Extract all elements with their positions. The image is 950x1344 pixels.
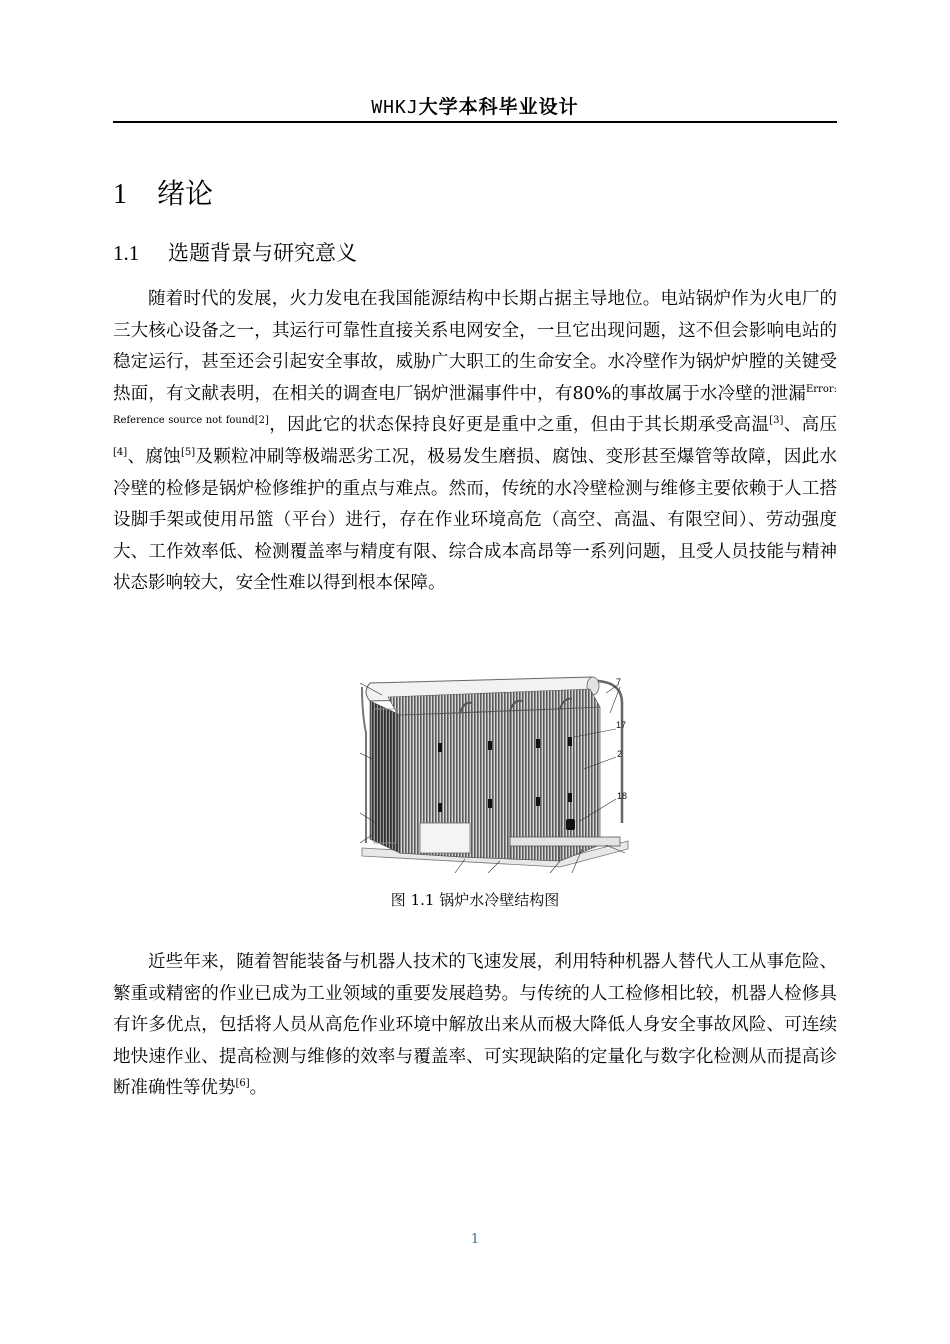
p1-text-2: ，因此它的状态保持良好更是重中之重，但由于其长期承受高温 <box>268 415 770 436</box>
page-header <box>113 92 837 119</box>
p2-text-1: 近些年来，随着智能装备与机器人技术的飞速发展，利用特种机器人替代人工从事危险、繁重或精密的作业已成为工业领域的重要发展趋势。与传统的人工检修相比较，机器人检修具有许多优点，包括将人员从高危作业环境中解放出来从而极大降低人身安全事故风险、可连续地快速作业、提高检测与维修的效率与覆盖率、可实现缺陷的定量化与数字化检测从而提高诊断准确性等优势 <box>113 952 837 1099</box>
body-paragraph-2 <box>113 947 837 1105</box>
header-school-en: WHKJ <box>371 97 419 118</box>
citation-5[interactable]: [5] <box>181 447 196 459</box>
citation-4[interactable]: [4] <box>113 447 128 459</box>
figure-caption: 图 1.1 锅炉水冷壁结构图 <box>390 891 560 909</box>
page-number: 1 <box>470 1232 480 1247</box>
callout-18: 18 <box>617 791 628 801</box>
p1-text-3: 、高压 <box>783 415 838 436</box>
header-rule <box>113 121 837 123</box>
reference-error: Error: Reference source not found <box>113 383 837 427</box>
boiler-waterwall-figure <box>360 673 630 873</box>
chapter-title: 绪论 <box>157 177 214 210</box>
callout-7: 7 <box>616 677 622 687</box>
citation-3[interactable]: [3] <box>769 415 784 427</box>
section-heading <box>113 237 357 267</box>
body-paragraph-1 <box>113 284 837 600</box>
citation-2[interactable]: [2] <box>254 415 269 427</box>
p1-text-5: 及颗粒冲刷等极端恶劣工况，极易发生磨损、腐蚀、变形甚至爆管等故障，因此水冷壁的检修是锅炉检修维护的重点与难点。然而，传统的水冷壁检测与维修主要依赖于人工搭设脚手架或使用吊篮（平台）进行，存在作业环境高危（高空、高温、有限空间）、劳动强度大、工作效率低、检测覆盖率与精度有限、综合成本高昂等一系列问题，且受人员技能与精神状态影响较大，安全性难以得到根本保障。 <box>113 446 838 594</box>
callout-2: 2 <box>617 749 623 759</box>
header-school-cn: 大学本科毕业设计 <box>418 96 579 118</box>
section-number: 1.1 <box>113 241 140 265</box>
callout-17: 17 <box>616 720 627 730</box>
p1-text-1: 随着时代的发展，火力发电在我国能源结构中长期占据主导地位。电站锅炉作为火电厂的三大核心设备之一，其运行可靠性直接关系电网安全，一旦它出现问题，这不但会影响电站的稳定运行，甚至还会引起安全事故，威胁广大职工的生命安全。水冷壁作为锅炉炉膛的关键受热面，有文献表明，在相关的调查电厂锅炉泄漏事件中，有80%的事故属于水冷壁的泄漏 <box>113 289 837 404</box>
chapter-number: 1 <box>113 179 127 210</box>
p2-text-2: 。 <box>249 1078 268 1099</box>
chapter-heading <box>113 172 213 212</box>
p1-text-4: 、腐蚀 <box>127 446 181 467</box>
section-title: 选题背景与研究意义 <box>168 241 357 265</box>
citation-6[interactable]: [6] <box>235 1078 250 1090</box>
